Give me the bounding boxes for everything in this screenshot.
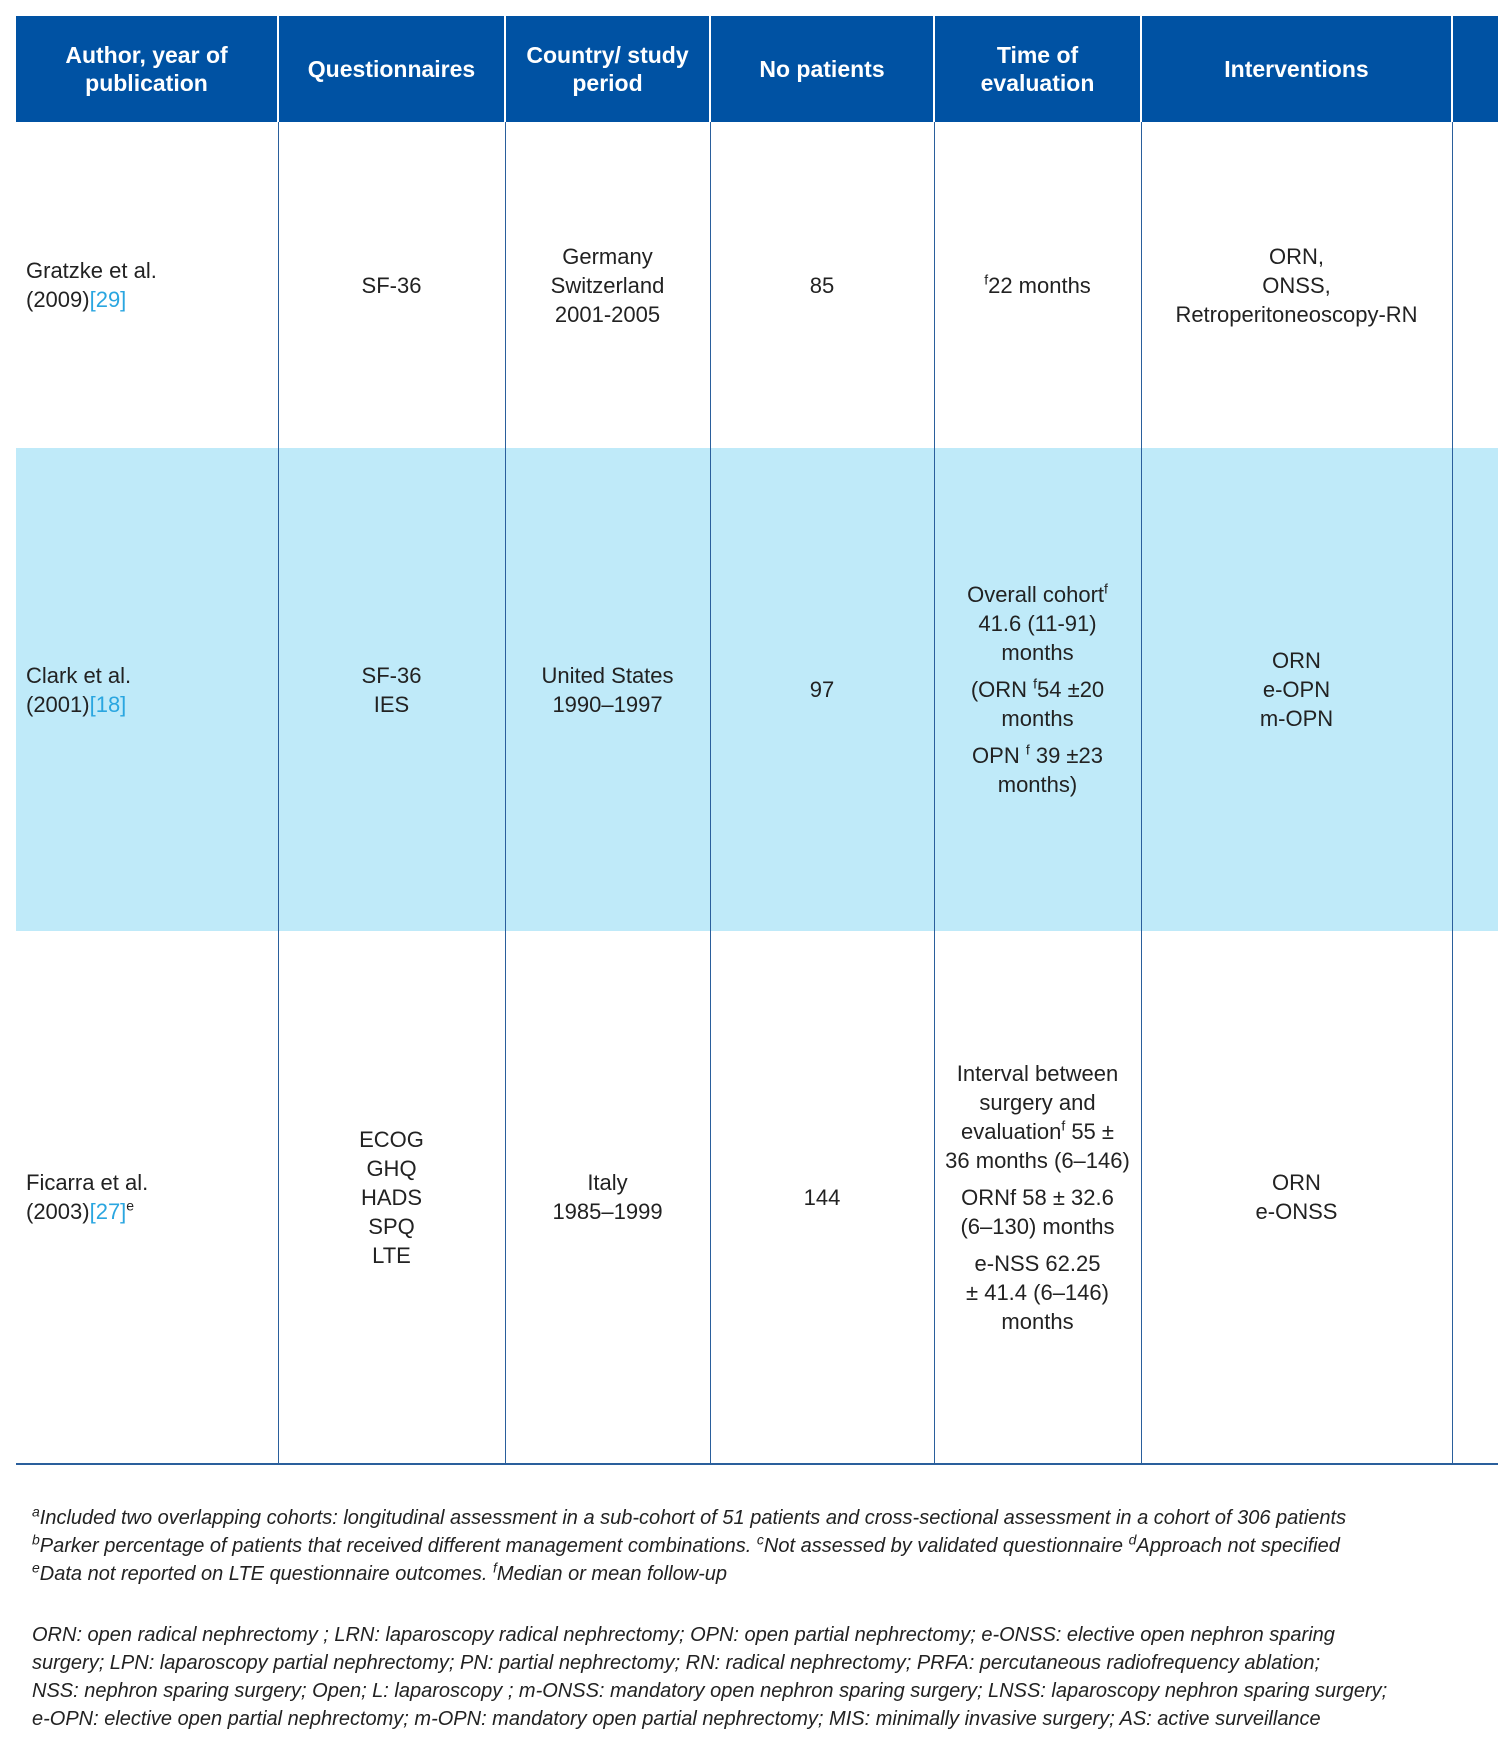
- time-text: months: [1001, 640, 1074, 665]
- reference-link[interactable]: [27]: [89, 1199, 127, 1224]
- intervention-item: ONSS,: [1262, 272, 1331, 298]
- footnote-marker: b: [32, 1531, 40, 1548]
- intervention-item: e-OPN: [1262, 677, 1331, 702]
- footnote-text: Approach not specified: [1136, 1535, 1340, 1557]
- time-text: 36 months (6–146): [945, 1147, 1130, 1173]
- intervention-item: ORN: [1272, 1170, 1321, 1195]
- time-text: months: [1001, 1308, 1074, 1334]
- time-text: (ORN: [970, 677, 1034, 702]
- footnote-marker: f: [493, 1559, 497, 1576]
- table-row: [16, 122, 1498, 448]
- header-questionnaires: Questionnaires: [278, 16, 505, 122]
- time-cell: [934, 122, 1141, 448]
- questionnaires-cell: [278, 931, 505, 1464]
- study-table: [16, 16, 1498, 1465]
- table-row: [16, 448, 1498, 931]
- country-line: United States: [541, 662, 674, 688]
- country-cell: [505, 122, 710, 448]
- time-text: 39 ±23: [1029, 743, 1103, 768]
- country-line: Germany: [562, 243, 653, 269]
- footnote-marker: e: [32, 1559, 40, 1576]
- author-year: (2003): [26, 1199, 90, 1224]
- footnote-marker: f: [1025, 741, 1030, 758]
- questionnaire-item: HADS: [360, 1184, 423, 1210]
- interventions-cell: [1141, 122, 1452, 448]
- footnote-text: Included two overlapping cohorts: longitudinal assessment in a sub-cohort of 51 patients and cross-sectional assessment in a cohort of 306 patients: [39, 1507, 1347, 1529]
- footnote-text: Data not reported on LTE questionnaire outcomes.: [39, 1563, 494, 1585]
- patients-cell: 85: [710, 122, 934, 448]
- questionnaires-cell: [278, 122, 505, 448]
- footnote-marker: f: [1104, 580, 1108, 597]
- extra-cell: [1452, 122, 1498, 448]
- country-line: 1990–1997: [552, 691, 663, 717]
- questionnaire-item: LTE: [372, 1242, 411, 1268]
- time-text: (6–130) months: [960, 1213, 1115, 1239]
- footnote-text: Parker percentage of patients that received different management combinations.: [39, 1535, 757, 1557]
- country-line: Switzerland: [550, 272, 665, 298]
- author-name: Gratzke et al.: [26, 258, 157, 283]
- questionnaire-item: ECOG: [359, 1126, 424, 1152]
- abbreviation-line: e-OPN: elective open partial nephrectomy; m-OPN: mandatory open partial nephrectomy; MIS: minimally invasive surgery; AS: active surveillance: [32, 1708, 1321, 1730]
- time-text: e-NSS 62.25: [974, 1250, 1101, 1276]
- intervention-item: e-ONSS: [1255, 1199, 1338, 1224]
- time-text: 54 ±20: [1037, 677, 1105, 702]
- table-row: [16, 931, 1498, 1464]
- country-line: Italy: [587, 1170, 628, 1195]
- header-extra-column: [1452, 16, 1498, 122]
- footnote-marker: f: [984, 271, 989, 288]
- country-cell: [505, 448, 710, 931]
- author-cell: [16, 931, 278, 1464]
- time-text: months): [997, 772, 1078, 797]
- patients-cell: 144: [710, 931, 934, 1464]
- author-year: (2001): [26, 691, 90, 717]
- questionnaire-item: SPQ: [368, 1213, 415, 1239]
- abbreviation-line: NSS: nephron sparing surgery; Open; L: laparoscopy ; m-ONSS: mandatory open nephron sparing surgery; LNSS: laparoscopy nephron sparing surgery;: [32, 1680, 1388, 1702]
- interventions-cell: [1141, 448, 1452, 931]
- table-header-row: [16, 16, 1498, 122]
- header-time: Time of evaluation: [934, 16, 1141, 122]
- footnote-marker: c: [756, 1531, 764, 1548]
- header-interventions: Interventions: [1141, 16, 1452, 122]
- extra-cell: [1452, 931, 1498, 1464]
- reference-link[interactable]: [29]: [89, 287, 127, 312]
- time-text: OPN: [972, 743, 1026, 768]
- author-cell: [16, 448, 278, 931]
- time-text: Overall cohort: [967, 582, 1105, 607]
- questionnaire-item: IES: [373, 691, 410, 717]
- footnote-marker: e: [126, 1197, 135, 1214]
- time-text: ORNf 58 ± 32.6: [961, 1184, 1114, 1210]
- time-text: ± 41.4 (6–146): [966, 1279, 1109, 1305]
- intervention-item: ORN: [1272, 648, 1321, 673]
- patients-cell: 97: [710, 448, 934, 931]
- questionnaire-item: SF-36: [361, 662, 422, 688]
- footnote-marker: a: [32, 1503, 40, 1520]
- interventions-cell: [1141, 931, 1452, 1464]
- footnote-text: Not assessed by validated questionnaire: [763, 1535, 1129, 1557]
- time-text: Interval between: [956, 1060, 1119, 1086]
- abbreviation-line: ORN: open radical nephrectomy ; LRN: laparoscopy radical nephrectomy; OPN: open partial nephrectomy; e-ONSS: elective open nephron sparing: [32, 1624, 1335, 1646]
- intervention-item: ORN,: [1269, 243, 1324, 269]
- time-text: 41.6 (11-91): [978, 611, 1097, 636]
- intervention-item: Retroperitoneoscopy-RN: [1175, 301, 1418, 327]
- country-line: 1985–1999: [552, 1199, 663, 1224]
- time-text: 55 ±: [1065, 1118, 1114, 1144]
- questionnaire-item: SF-36: [361, 272, 422, 298]
- time-cell: [934, 448, 1141, 931]
- author-year: (2009): [26, 287, 90, 312]
- time-text: months: [1001, 706, 1074, 731]
- intervention-item: m-OPN: [1259, 706, 1334, 731]
- time-text: evaluation: [961, 1118, 1062, 1144]
- country-line: 2001-2005: [554, 301, 661, 327]
- reference-link[interactable]: [18]: [89, 691, 127, 717]
- time-cell: [934, 931, 1141, 1464]
- footnotes: [32, 1504, 1472, 1588]
- header-patients: No patients: [710, 16, 934, 122]
- author-name: Ficarra et al.: [26, 1170, 149, 1195]
- footnote-marker: f: [1061, 1117, 1066, 1134]
- abbreviations: [32, 1621, 1472, 1733]
- header-author: Author, year of publication: [16, 16, 278, 122]
- abbreviation-line: surgery; LPN: laparoscopy partial nephrectomy; PN: partial nephrectomy; RN: radical nephrectomy; PRFA: percutaneous radiofrequency ablation;: [32, 1652, 1321, 1674]
- footnote-marker: f: [1033, 675, 1038, 692]
- author-name: Clark et al.: [26, 662, 132, 688]
- extra-cell: [1452, 448, 1498, 931]
- footnote-text: Median or mean follow-up: [496, 1563, 728, 1585]
- time-text: surgery and: [979, 1089, 1096, 1115]
- header-country: Country/ study period: [505, 16, 710, 122]
- questionnaires-cell: [278, 448, 505, 931]
- footnote-marker: d: [1128, 1531, 1137, 1548]
- author-cell: [16, 122, 278, 448]
- time-value: 22 months: [988, 272, 1091, 298]
- country-cell: [505, 931, 710, 1464]
- questionnaire-item: GHQ: [366, 1155, 417, 1181]
